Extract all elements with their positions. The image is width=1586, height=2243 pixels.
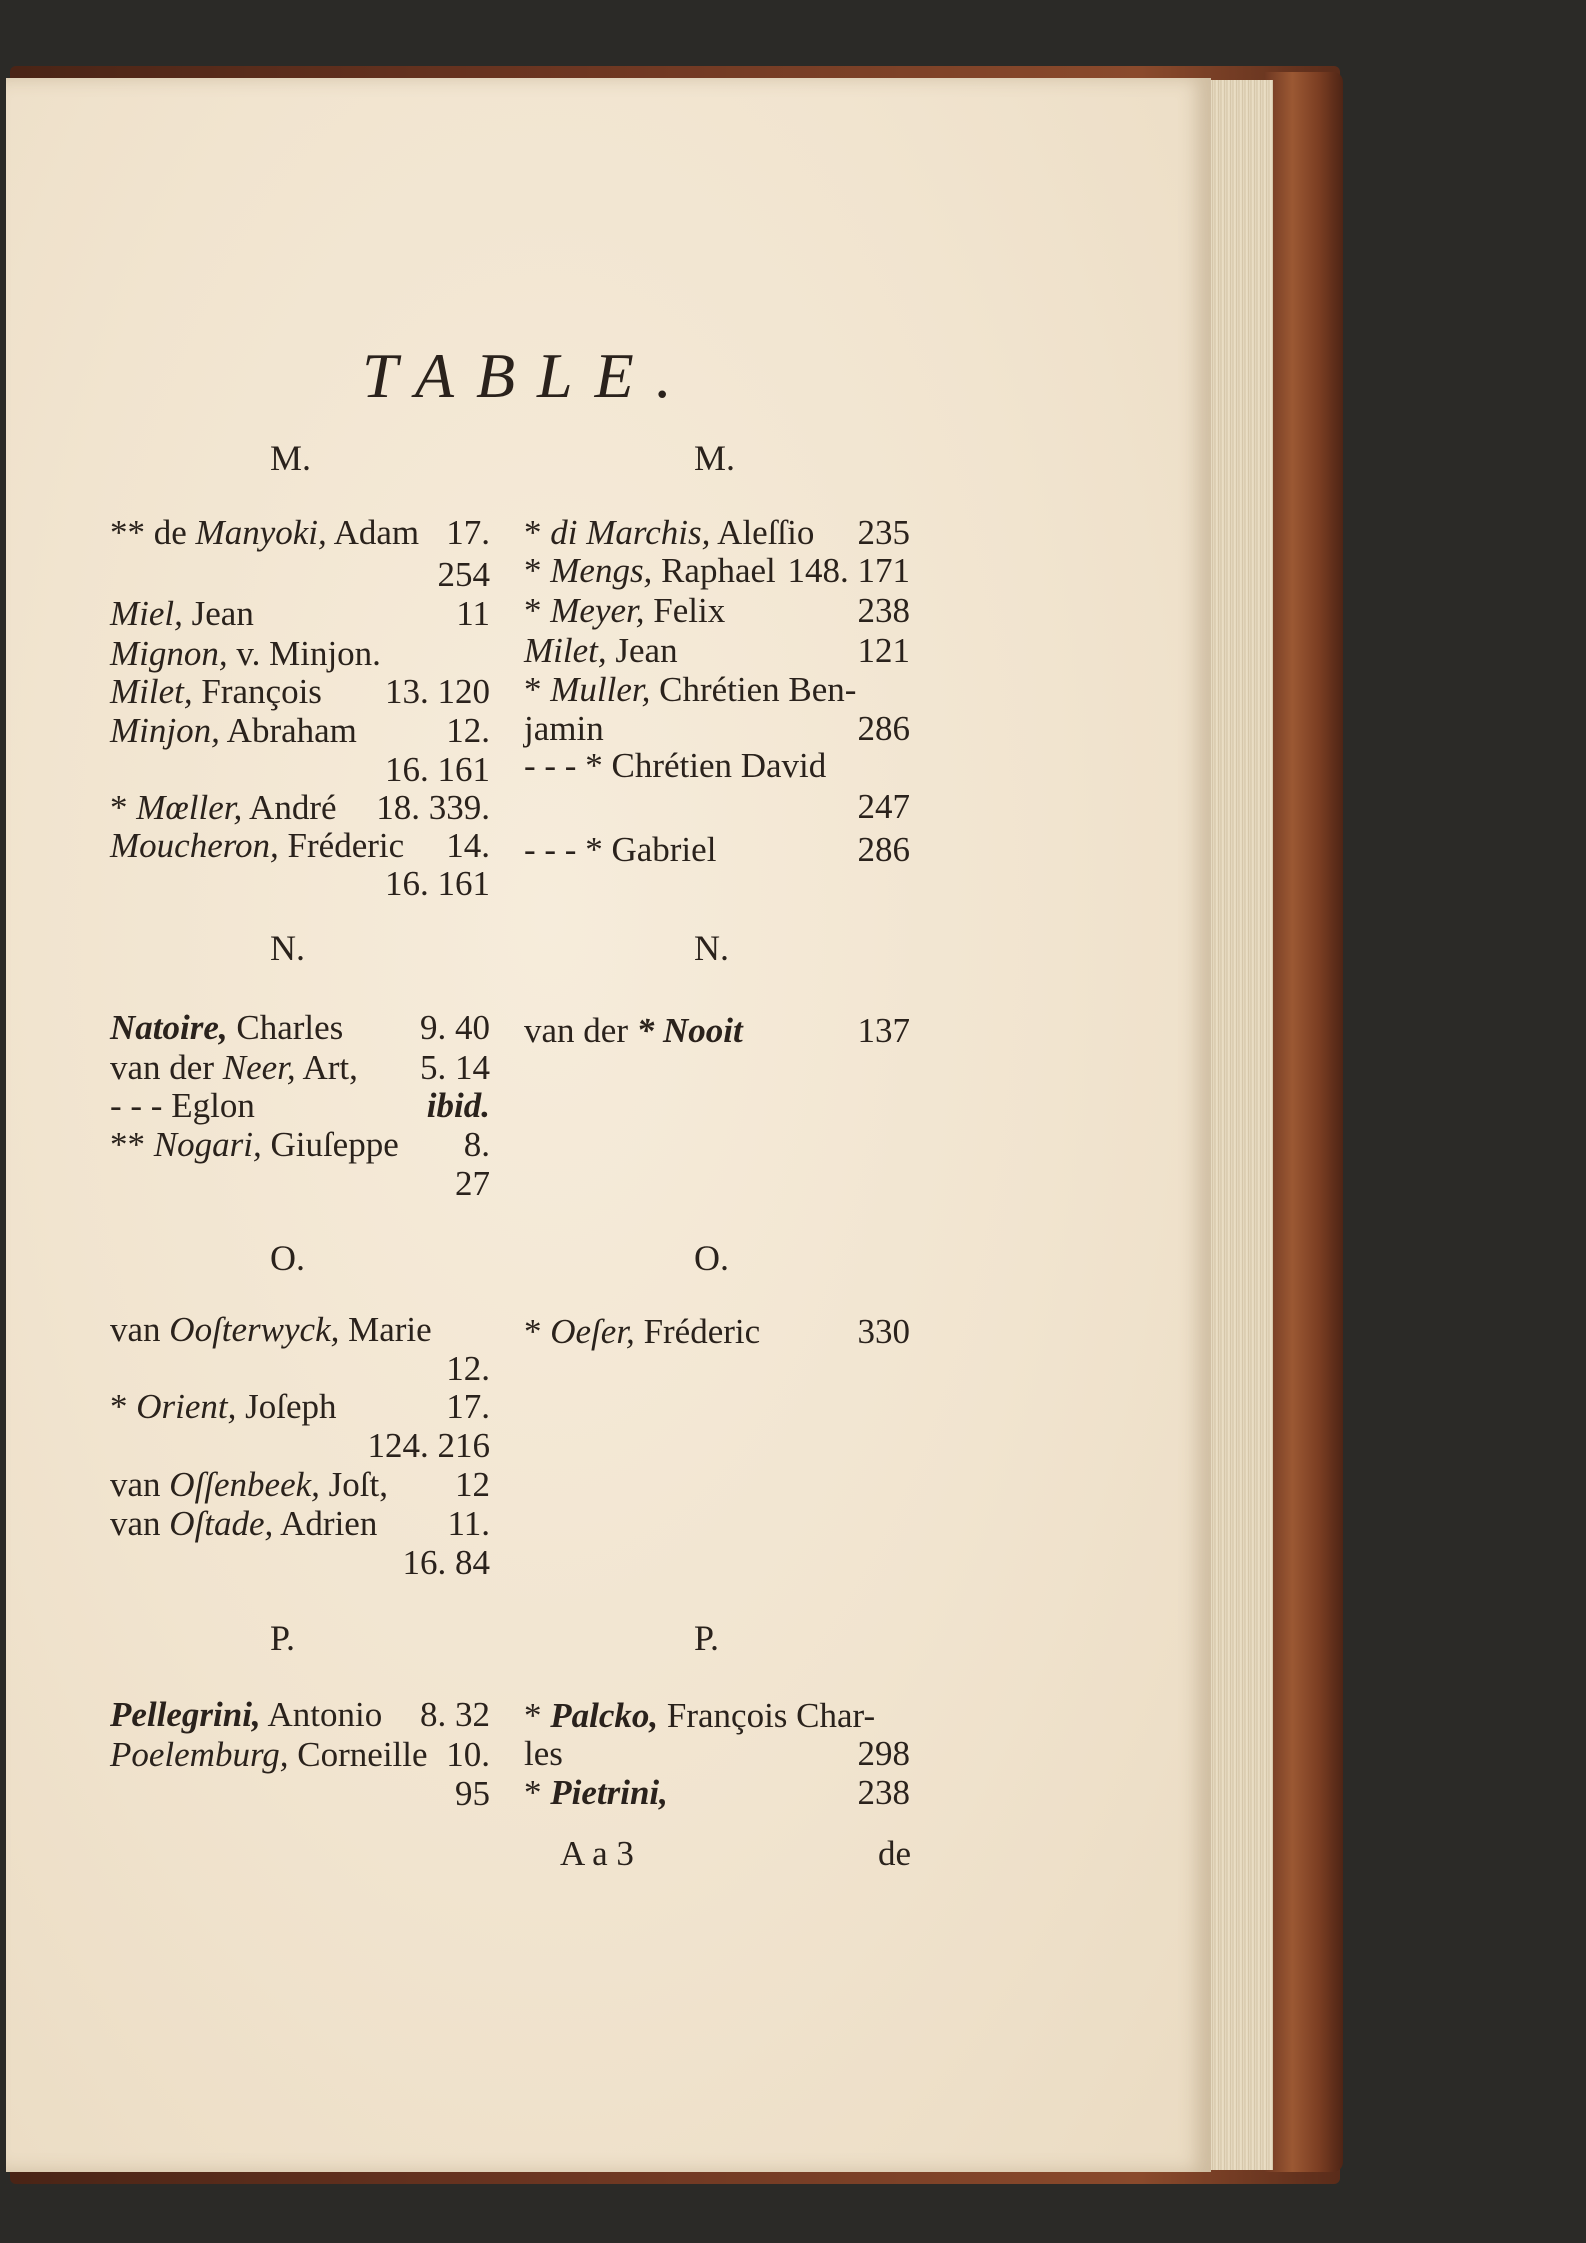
entry-prefix: - - - bbox=[524, 746, 586, 785]
artist-name: Orient, bbox=[136, 1387, 237, 1426]
artist-name: Muller, bbox=[550, 670, 651, 709]
page-reference: 137 bbox=[857, 1011, 910, 1050]
page-reference: 235 bbox=[857, 513, 910, 552]
given-name: Corneille bbox=[288, 1735, 428, 1774]
index-entry bbox=[524, 1736, 563, 1771]
index-entry bbox=[110, 1467, 388, 1502]
given-name: Eglon bbox=[171, 1086, 255, 1125]
index-entry bbox=[110, 713, 357, 748]
given-name: Adam bbox=[326, 513, 420, 552]
entry-prefix: - - - bbox=[110, 1086, 172, 1125]
page-reference: 11 bbox=[456, 594, 490, 633]
index-entry bbox=[110, 1697, 382, 1732]
book-spine bbox=[1265, 72, 1343, 2172]
given-name: Jean bbox=[182, 594, 254, 633]
artist-name: Ooſterwyck, bbox=[169, 1310, 340, 1349]
page-reference: 18. 339. bbox=[376, 788, 490, 827]
index-entry bbox=[524, 1698, 875, 1733]
page-reference: 11. bbox=[447, 1504, 490, 1543]
entry-prefix: van bbox=[110, 1504, 170, 1543]
page-reference: 254 bbox=[437, 555, 490, 594]
entry-prefix: - - - bbox=[524, 830, 586, 869]
index-entry bbox=[110, 1127, 399, 1162]
index-entry bbox=[110, 1506, 377, 1541]
given-name: Aleſſio bbox=[710, 513, 815, 552]
entry-prefix: * bbox=[524, 670, 551, 709]
entry-prefix: * bbox=[524, 551, 551, 590]
section-letter-left: N. bbox=[270, 928, 305, 968]
artist-name: Minjon, bbox=[110, 711, 220, 750]
entry-prefix: ** bbox=[110, 1125, 154, 1164]
page-reference: 5. 14 bbox=[420, 1048, 490, 1087]
entry-prefix: * bbox=[524, 513, 551, 552]
given-name: André bbox=[242, 788, 337, 827]
index-entry bbox=[110, 636, 381, 671]
index-entry bbox=[110, 1312, 432, 1347]
artist-name: Oſtade, bbox=[169, 1504, 274, 1543]
index-entry bbox=[524, 633, 678, 668]
artist-name: Oſſenbeek, bbox=[169, 1465, 320, 1504]
artist-name: di Marchis, bbox=[550, 513, 711, 552]
section-letter-right: N. bbox=[694, 928, 729, 968]
index-entry bbox=[524, 553, 776, 588]
index-entry bbox=[524, 1013, 743, 1048]
entry-prefix: van bbox=[110, 1310, 170, 1349]
page-reference: 95 bbox=[455, 1774, 490, 1813]
entry-prefix: * bbox=[524, 1773, 551, 1812]
artist-name: Mignon, bbox=[110, 634, 228, 673]
catchword: de bbox=[878, 1834, 912, 1873]
entry-prefix: * bbox=[110, 1387, 137, 1426]
artist-name: Neer, bbox=[222, 1048, 296, 1087]
artist-name: Milet, bbox=[524, 631, 607, 670]
page-reference: 16. 161 bbox=[385, 864, 490, 903]
page-reference: 8. 32 bbox=[420, 1695, 490, 1734]
given-name: jamin bbox=[524, 709, 604, 748]
entry-prefix: * bbox=[524, 591, 551, 630]
given-name: Adrien bbox=[273, 1504, 378, 1543]
page-reference: 16. 84 bbox=[402, 1543, 490, 1582]
artist-name: Manyoki, bbox=[195, 513, 327, 552]
artist-name: Nogari, bbox=[153, 1125, 262, 1164]
artist-name: Milet, bbox=[110, 672, 193, 711]
page-reference: 10. bbox=[446, 1735, 490, 1774]
entry-prefix: van der bbox=[524, 1011, 637, 1050]
artist-name: * Nooit bbox=[636, 1011, 743, 1050]
given-name: Joſeph bbox=[236, 1387, 337, 1426]
index-entry bbox=[524, 672, 856, 707]
index-entry bbox=[524, 515, 814, 550]
entry-prefix: ** de bbox=[110, 513, 196, 552]
page-reference: 121 bbox=[857, 631, 910, 670]
page-reference: 12 bbox=[455, 1465, 490, 1504]
index-entry bbox=[110, 596, 254, 631]
page-reference: 17. bbox=[446, 513, 490, 552]
section-letter-right: P. bbox=[694, 1618, 720, 1658]
index-entry bbox=[110, 1389, 337, 1424]
index-entry bbox=[110, 790, 337, 825]
given-name: François Char- bbox=[658, 1696, 876, 1735]
entry-prefix: * bbox=[524, 1696, 551, 1735]
artist-name: Natoire, bbox=[110, 1008, 228, 1047]
artist-name: Moucheron, bbox=[110, 826, 279, 865]
artist-name: Miel, bbox=[110, 594, 183, 633]
page-reference: 247 bbox=[857, 787, 910, 826]
given-name: François bbox=[192, 672, 322, 711]
given-name: Fréderic bbox=[278, 826, 405, 865]
given-name: Chrétien Ben- bbox=[650, 670, 857, 709]
artist-name: Meyer, bbox=[550, 591, 645, 630]
entry-prefix: * bbox=[524, 1312, 551, 1351]
page-reference: 16. 161 bbox=[385, 750, 490, 789]
page-reference: 238 bbox=[857, 1773, 910, 1812]
entry-prefix: * bbox=[110, 788, 137, 827]
index-entry bbox=[110, 515, 419, 550]
index-entry bbox=[110, 674, 322, 709]
section-letter-left: M. bbox=[270, 438, 312, 478]
index-entry bbox=[524, 1775, 668, 1810]
index-entry bbox=[110, 1737, 428, 1772]
given-name: * Gabriel bbox=[585, 830, 717, 869]
entry-prefix: van bbox=[110, 1465, 170, 1504]
given-name: Raphael bbox=[652, 551, 776, 590]
page-reference: 286 bbox=[857, 830, 910, 869]
book-page bbox=[6, 78, 1211, 2172]
page-heading: TABLE. bbox=[362, 340, 694, 411]
given-name: Abraham bbox=[219, 711, 357, 750]
section-letter-left: P. bbox=[270, 1618, 296, 1658]
section-letter-left: O. bbox=[270, 1238, 305, 1278]
artist-name: Pietrini, bbox=[550, 1773, 668, 1812]
section-letter-right: M. bbox=[694, 438, 736, 478]
index-entry bbox=[110, 1010, 343, 1045]
given-name: Joſt, bbox=[319, 1465, 388, 1504]
index-entry bbox=[524, 593, 725, 628]
given-name: v. Minjon. bbox=[227, 634, 381, 673]
artist-name: Mœller, bbox=[136, 788, 243, 827]
given-name: * Chrétien David bbox=[585, 746, 827, 785]
given-name: les bbox=[524, 1734, 563, 1773]
given-name: Jean bbox=[606, 631, 678, 670]
artist-name: Mengs, bbox=[550, 551, 653, 590]
page-reference: 14. bbox=[446, 826, 490, 865]
given-name: Antonio bbox=[260, 1695, 383, 1734]
page-reference: 9. 40 bbox=[420, 1008, 490, 1047]
given-name: Charles bbox=[227, 1008, 344, 1047]
page-reference: 124. 216 bbox=[367, 1426, 490, 1465]
artist-name: Pellegrini, bbox=[110, 1695, 261, 1734]
artist-name: Oeſer, bbox=[550, 1312, 635, 1351]
signature-mark: A a 3 bbox=[560, 1834, 634, 1873]
page-reference: 298 bbox=[857, 1734, 910, 1773]
page-reference: 238 bbox=[857, 591, 910, 630]
page-reference: 12. bbox=[446, 1349, 490, 1388]
section-letter-right: O. bbox=[694, 1238, 729, 1278]
given-name: Felix bbox=[644, 591, 726, 630]
index-entry bbox=[524, 748, 826, 783]
index-entry bbox=[110, 828, 404, 863]
given-name: Marie bbox=[339, 1310, 432, 1349]
page-reference: 8. bbox=[463, 1125, 490, 1164]
given-name: Giuſeppe bbox=[261, 1125, 399, 1164]
artist-name: Palcko, bbox=[550, 1696, 659, 1735]
given-name: Art, bbox=[295, 1048, 358, 1087]
index-entry bbox=[524, 711, 604, 746]
page-reference: 12. bbox=[446, 711, 490, 750]
text-layer bbox=[6, 78, 1211, 2172]
index-entry bbox=[110, 1050, 358, 1085]
index-entry bbox=[524, 1314, 760, 1349]
page-reference: 286 bbox=[857, 709, 910, 748]
page-reference: 27 bbox=[455, 1164, 490, 1203]
page-reference: 330 bbox=[857, 1312, 910, 1351]
page-reference: ibid. bbox=[426, 1086, 490, 1125]
index-entry bbox=[110, 1088, 255, 1123]
page-reference: 13. 120 bbox=[385, 672, 490, 711]
artist-name: Poelemburg, bbox=[110, 1735, 289, 1774]
page-reference: 17. bbox=[446, 1387, 490, 1426]
entry-prefix: van der bbox=[110, 1048, 223, 1087]
given-name: Fréderic bbox=[634, 1312, 761, 1351]
page-reference: 148. 171 bbox=[787, 551, 910, 590]
index-entry bbox=[524, 832, 716, 867]
